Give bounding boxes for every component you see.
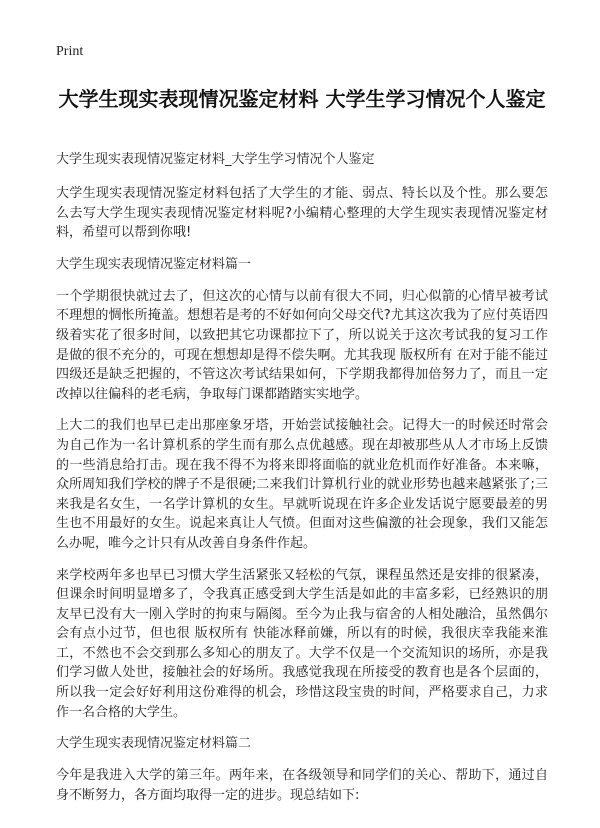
section1-paragraph: 一个学期很快就过去了，但这次的心情与以前有很大不同，归心似箭的心情早被考试不理想的惆怅所掩盖。想想若是考的不好如何向父母交代?尤其这次我为了应付英语四级着实花了很多时间，以致把其它功课都拉下了，所以说关于这次考试我的复习工作是做的很不充分的，可现在想想却是得不偿失啊。尤其我现 版权所有 在对于能不能过四级还是缺乏把握的，不管这次考试结果如何，下学期我都得加倍努力了，而且一定改掉以往偏科的老毛病，争取每门课都踏踏实实地学。: [56, 288, 548, 402]
section1-paragraph: 来学校两年多也早已习惯大学生活紧张又轻松的气氛，课程虽然还是安排的很紧凑，但课余时间明显增多了，令我真正感受到大学生活是如此的丰富多彩，已经熟识的朋友早已没有大一刚入学时的拘束与隔阂。至今为止我与宿舍的人相处融洽，虽然偶尔会有点小过节，但也很 版权所有 快能冰释前嫌，所以有的时候，我很庆幸我能来淮工，不然也不会交到那么多知心的朋友了。大学不仅是一个交流知识的场所，亦是我们学习做人处世，接触社会的好场所。我感觉我现在所接受的教育也是各个层面的，所以我一定会好好利用这份难得的机会，珍惜这段宝贵的时间，严格要求自己，力求作一名合格的大学生。: [56, 567, 548, 720]
document-subtitle: 大学生现实表现情况鉴定材料_大学生学习情况个人鉴定: [56, 152, 375, 167]
document-title: 大学生现实表现情况鉴定材料 大学生学习情况个人鉴定: [58, 87, 546, 111]
document-body: [56, 150, 548, 817]
section2-paragraph: 今年是我进入大学的第三年。两年来，在各级领导和同学们的关心、帮助下，通过自身不断努力，各方面均取得一定的进步。现总结如下:: [56, 768, 548, 803]
section1-paragraph: 上大二的我们也早已走出那座象牙塔，开始尝试接触社会。记得大一的时候还时常会为自己作为一名计算机系的学生而有那么点优越感。现在却被那些从人才市场上反馈的一些消息给打击。现在我不得不为将来即将面临的就业危机而作好准备。本来嘛，众所周知我们学校的牌子不是很硬;二来我们计算机行业的就业形势也越来越紧张了;三来我是名女生，一名学计算机的女生。早就听说现在许多企业发话说宁愿要最差的男生也不用最好的女生。说起来真让人气愤。但面对这些偏激的社会现象，我们又能怎么办呢，唯今之计只有从改善自身条件作起。: [56, 418, 548, 551]
intro-paragraph: 大学生现实表现情况鉴定材料包括了大学生的才能、弱点、特长以及个性。那么要怎么去写大学生现实表现情况鉴定材料呢?小编精心整理的大学生现实表现情况鉴定材料，希望可以帮到你哦!: [56, 186, 548, 241]
section-heading-1: 大学生现实表现情况鉴定材料篇一: [56, 256, 252, 272]
print-label[interactable]: Print: [56, 44, 84, 59]
section-heading-2: 大学生现实表现情况鉴定材料篇二: [56, 736, 252, 752]
